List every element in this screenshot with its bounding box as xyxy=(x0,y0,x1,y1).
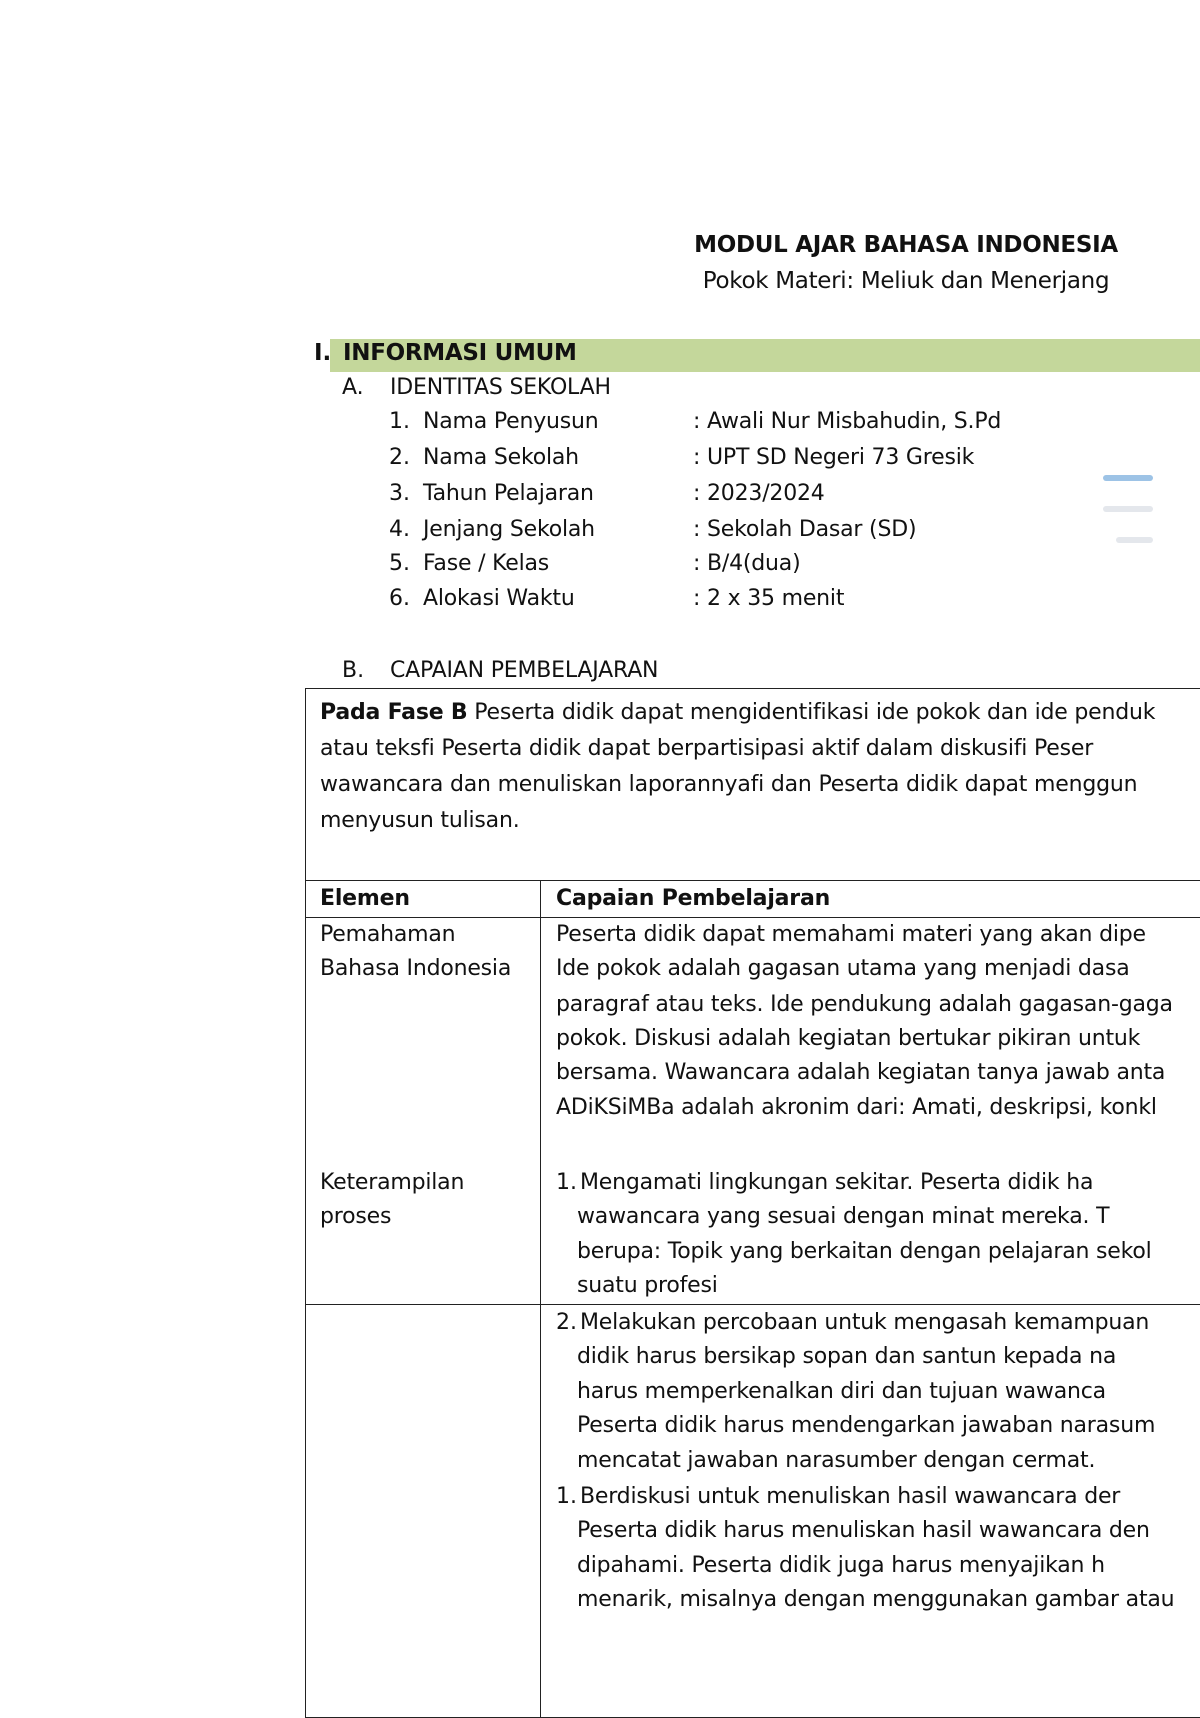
subsection-b-letter: B. xyxy=(342,658,365,683)
table-header-elemen: Elemen xyxy=(320,886,410,911)
identity-label-alokasi-waktu: Alokasi Waktu xyxy=(423,586,575,611)
capaian-intro-bold: Pada Fase B xyxy=(320,700,468,725)
table-row-element: proses xyxy=(320,1204,392,1229)
table-row-content: suatu profesi xyxy=(577,1273,718,1298)
identity-item-number: 3. xyxy=(389,481,410,506)
decorative-line xyxy=(1103,475,1153,481)
table-row-content: Peserta didik harus mendengarkan jawaban narasum xyxy=(577,1413,1156,1438)
table-header-capaian: Capaian Pembelajaran xyxy=(556,886,831,911)
table-row-content: Mengamati lingkungan sekitar. Peserta didik ha xyxy=(580,1170,1094,1195)
subsection-b-title: CAPAIAN PEMBELAJARAN xyxy=(390,658,659,683)
identity-value-jenjang-sekolah: : Sekolah Dasar (SD) xyxy=(693,517,917,542)
section-title: INFORMASI UMUM xyxy=(343,340,577,366)
identity-label-nama-penyusun: Nama Penyusun xyxy=(423,409,599,434)
table-row-content: ADiKSiMBa adalah akronim dari: Amati, deskripsi, konkl xyxy=(556,1095,1157,1120)
table-border xyxy=(305,1304,1200,1305)
identity-item-number: 2. xyxy=(389,445,410,470)
identity-value-alokasi-waktu: : 2 x 35 menit xyxy=(693,586,845,611)
table-row-content: paragraf atau teks. Ide pendukung adalah gagasan-gaga xyxy=(556,992,1173,1017)
table-border xyxy=(305,880,1200,881)
identity-value-tahun-pelajaran: : 2023/2024 xyxy=(693,481,825,506)
identity-label-fase-kelas: Fase / Kelas xyxy=(423,551,550,576)
identity-label-tahun-pelajaran: Tahun Pelajaran xyxy=(423,481,594,506)
identity-value-nama-sekolah: : UPT SD Negeri 73 Gresik xyxy=(693,445,975,470)
table-row-content: Peserta didik dapat memahami materi yang akan dipe xyxy=(556,922,1146,947)
document-subtitle: Pokok Materi: Meliuk dan Menerjang xyxy=(702,268,1110,294)
list-item-number: 2. xyxy=(556,1310,577,1335)
table-row-content: Ide pokok adalah gagasan utama yang menjadi dasa xyxy=(556,956,1130,981)
identity-item-number: 4. xyxy=(389,517,410,542)
table-row-element: Pemahaman xyxy=(320,922,456,947)
decorative-line xyxy=(1103,506,1153,512)
table-row-content: Berdiskusi untuk menuliskan hasil wawancara der xyxy=(580,1484,1121,1509)
table-row-content: harus memperkenalkan diri dan tujuan wawanca xyxy=(577,1379,1106,1404)
identity-item-number: 5. xyxy=(389,551,410,576)
table-row-content: didik harus bersikap sopan dan santun kepada na xyxy=(577,1344,1117,1369)
identity-item-number: 6. xyxy=(389,586,410,611)
table-row-content: wawancara yang sesuai dengan minat mereka. T xyxy=(577,1204,1110,1229)
table-row-content: bersama. Wawancara adalah kegiatan tanya jawab anta xyxy=(556,1060,1166,1085)
table-row-content: menarik, misalnya dengan menggunakan gambar atau xyxy=(577,1587,1175,1612)
list-item-number: 1. xyxy=(556,1484,577,1509)
subsection-a-letter: A. xyxy=(342,375,364,400)
decorative-line xyxy=(1116,537,1153,543)
identity-label-jenjang-sekolah: Jenjang Sekolah xyxy=(423,517,595,542)
table-row-content: mencatat jawaban narasumber dengan cermat. xyxy=(577,1448,1096,1473)
table-row-content: berupa: Topik yang berkaitan dengan pelajaran sekol xyxy=(577,1239,1152,1264)
table-column-divider xyxy=(540,880,541,1718)
document-title: MODUL AJAR BAHASA INDONESIA xyxy=(694,232,1118,258)
identity-value-fase-kelas: : B/4(dua) xyxy=(693,551,801,576)
section-number: I. xyxy=(314,340,332,366)
table-row-content: Melakukan percobaan untuk mengasah kemampuan xyxy=(580,1310,1150,1335)
capaian-intro-line: Pada Fase B Peserta didik dapat mengidentifikasi ide pokok dan ide penduk xyxy=(320,700,1156,725)
capaian-intro-line: wawancara dan menuliskan laporannyafi dan Peserta didik dapat menggun xyxy=(320,772,1138,797)
list-item-number: 1. xyxy=(556,1170,577,1195)
table-row-element: Keterampilan xyxy=(320,1170,465,1195)
table-row-content: dipahami. Peserta didik juga harus menyajikan h xyxy=(577,1553,1105,1578)
identity-label-nama-sekolah: Nama Sekolah xyxy=(423,445,579,470)
subsection-a-title: IDENTITAS SEKOLAH xyxy=(390,375,611,400)
table-row-element: Bahasa Indonesia xyxy=(320,956,512,981)
capaian-intro-line: atau teksfi Peserta didik dapat berpartisipasi aktif dalam diskusifi Peser xyxy=(320,736,1094,761)
identity-value-nama-penyusun: : Awali Nur Misbahudin, S.Pd xyxy=(693,409,1002,434)
capaian-intro-line: menyusun tulisan. xyxy=(320,808,520,833)
table-row-content: Peserta didik harus menuliskan hasil wawancara den xyxy=(577,1518,1150,1543)
identity-item-number: 1. xyxy=(389,409,410,434)
table-row-content: pokok. Diskusi adalah kegiatan bertukar pikiran untuk xyxy=(556,1026,1141,1051)
